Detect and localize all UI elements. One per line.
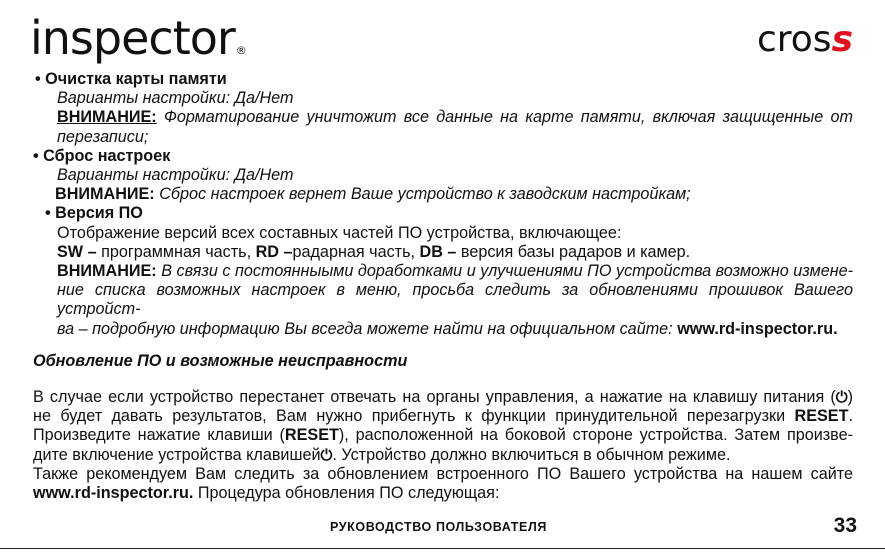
version-title: • Версия ПО [45, 204, 143, 223]
warning-label: ВНИМАНИЕ: [57, 262, 157, 281]
page-content [33, 70, 853, 503]
update-text: ), расположенной на боковой стороне устройства. Затем произве- [338, 426, 853, 445]
update-p1-l2 [33, 407, 853, 426]
memory-card-warning-cont: перезаписи; [57, 127, 149, 146]
version-warning [33, 262, 853, 281]
memory-card-options: Варианты настройки: Да/Нет [57, 89, 294, 108]
crosss-logo-text: cros [756, 19, 832, 60]
sw-text: программная часть, [96, 242, 256, 261]
version-description: Отображение версий всех составных частей ПО устройства, включающее: [57, 223, 622, 242]
version-warning-l3 [33, 320, 853, 339]
update-text: дите включение устройства клавишей [33, 445, 321, 464]
reset-word: RESET [284, 426, 339, 445]
spacer [33, 339, 853, 352]
power-icon: ⏻ [320, 445, 333, 464]
update-p2-l2 [33, 484, 853, 503]
inspector-logo-text: inspector [30, 11, 235, 65]
warning-text: Сброс настроек вернет Ваше устройство к заводским настройкам; [154, 185, 691, 204]
update-p1-l3 [33, 426, 853, 445]
registered-mark: ® [235, 44, 246, 57]
update-text: ) [847, 388, 853, 407]
reset-warning [33, 185, 853, 204]
update-text: В случае если устройство перестанет отвечать на органы управления, а нажатие на клавишу питания ( [33, 388, 836, 407]
update-p1-l1 [33, 388, 853, 407]
memory-card-title: • Очистка карты памяти [35, 70, 227, 88]
power-icon: ⏻ [835, 388, 848, 407]
rd-text: радарная часть, [292, 242, 420, 261]
update-text: не будет давать результатов, Вам нужно прибегнуть к функции принудительной перезагрузки [33, 407, 795, 426]
version-components [33, 243, 853, 262]
website-dot: . [833, 319, 838, 338]
update-heading: Обновление ПО и возможные неисправности [33, 351, 408, 370]
warning-text: ва – подробную информацию Вы всегда можете найти на официальном сайте: [57, 319, 678, 338]
sw-label: SW – [57, 242, 97, 261]
warning-text: В связи с постоянныыми доработками и улучшениями ПО устройства возможно измене- [156, 262, 853, 281]
website-link[interactable]: www.rd-inspector.ru [677, 319, 834, 338]
spacer [33, 371, 853, 388]
reset-word: RESET [794, 407, 849, 426]
update-text: . Устройство должно включиться в обычном режиме. [332, 445, 731, 464]
update-text: Процедура обновления ПО следующая: [193, 484, 500, 503]
website-link[interactable]: www.rd-inspector.ru. [33, 484, 194, 503]
db-label: DB – [419, 242, 457, 261]
version-warning-l2: ние списка возможных настроек в меню, просьба следить за обновлениями прошивок Вашего устройст- [57, 281, 853, 319]
rd-label: RD – [255, 242, 293, 261]
warning-label: ВНИМАНИЕ: [57, 108, 157, 127]
warning-label: ВНИМАНИЕ: [55, 185, 155, 204]
memory-card-warning [33, 108, 853, 127]
warning-text: Форматирование уничтожит все данные на карте памяти, включая защищенные от [156, 108, 853, 127]
crosss-logo-accent: s [831, 19, 853, 60]
update-text: Произведите нажатие клавиши ( [33, 426, 285, 445]
reset-title: • Сброс настроек [33, 146, 171, 165]
reset-options: Варианты настройки: Да/Нет [57, 166, 294, 185]
footer-title: РУКОВОДСТВО ПОЛЬЗОВАТЕЛЯ [330, 520, 547, 534]
footer-divider [0, 548, 885, 549]
update-text: . [848, 407, 853, 426]
update-p2-l1: Также рекомендуем Вам следить за обновлением встроенного ПО Вашего устройства на нашем сайте [33, 464, 853, 483]
db-text: версия базы радаров и камер. [456, 242, 691, 261]
page-number: 33 [833, 514, 857, 537]
update-p1-l4 [33, 446, 853, 465]
crosss-logo [757, 18, 853, 62]
